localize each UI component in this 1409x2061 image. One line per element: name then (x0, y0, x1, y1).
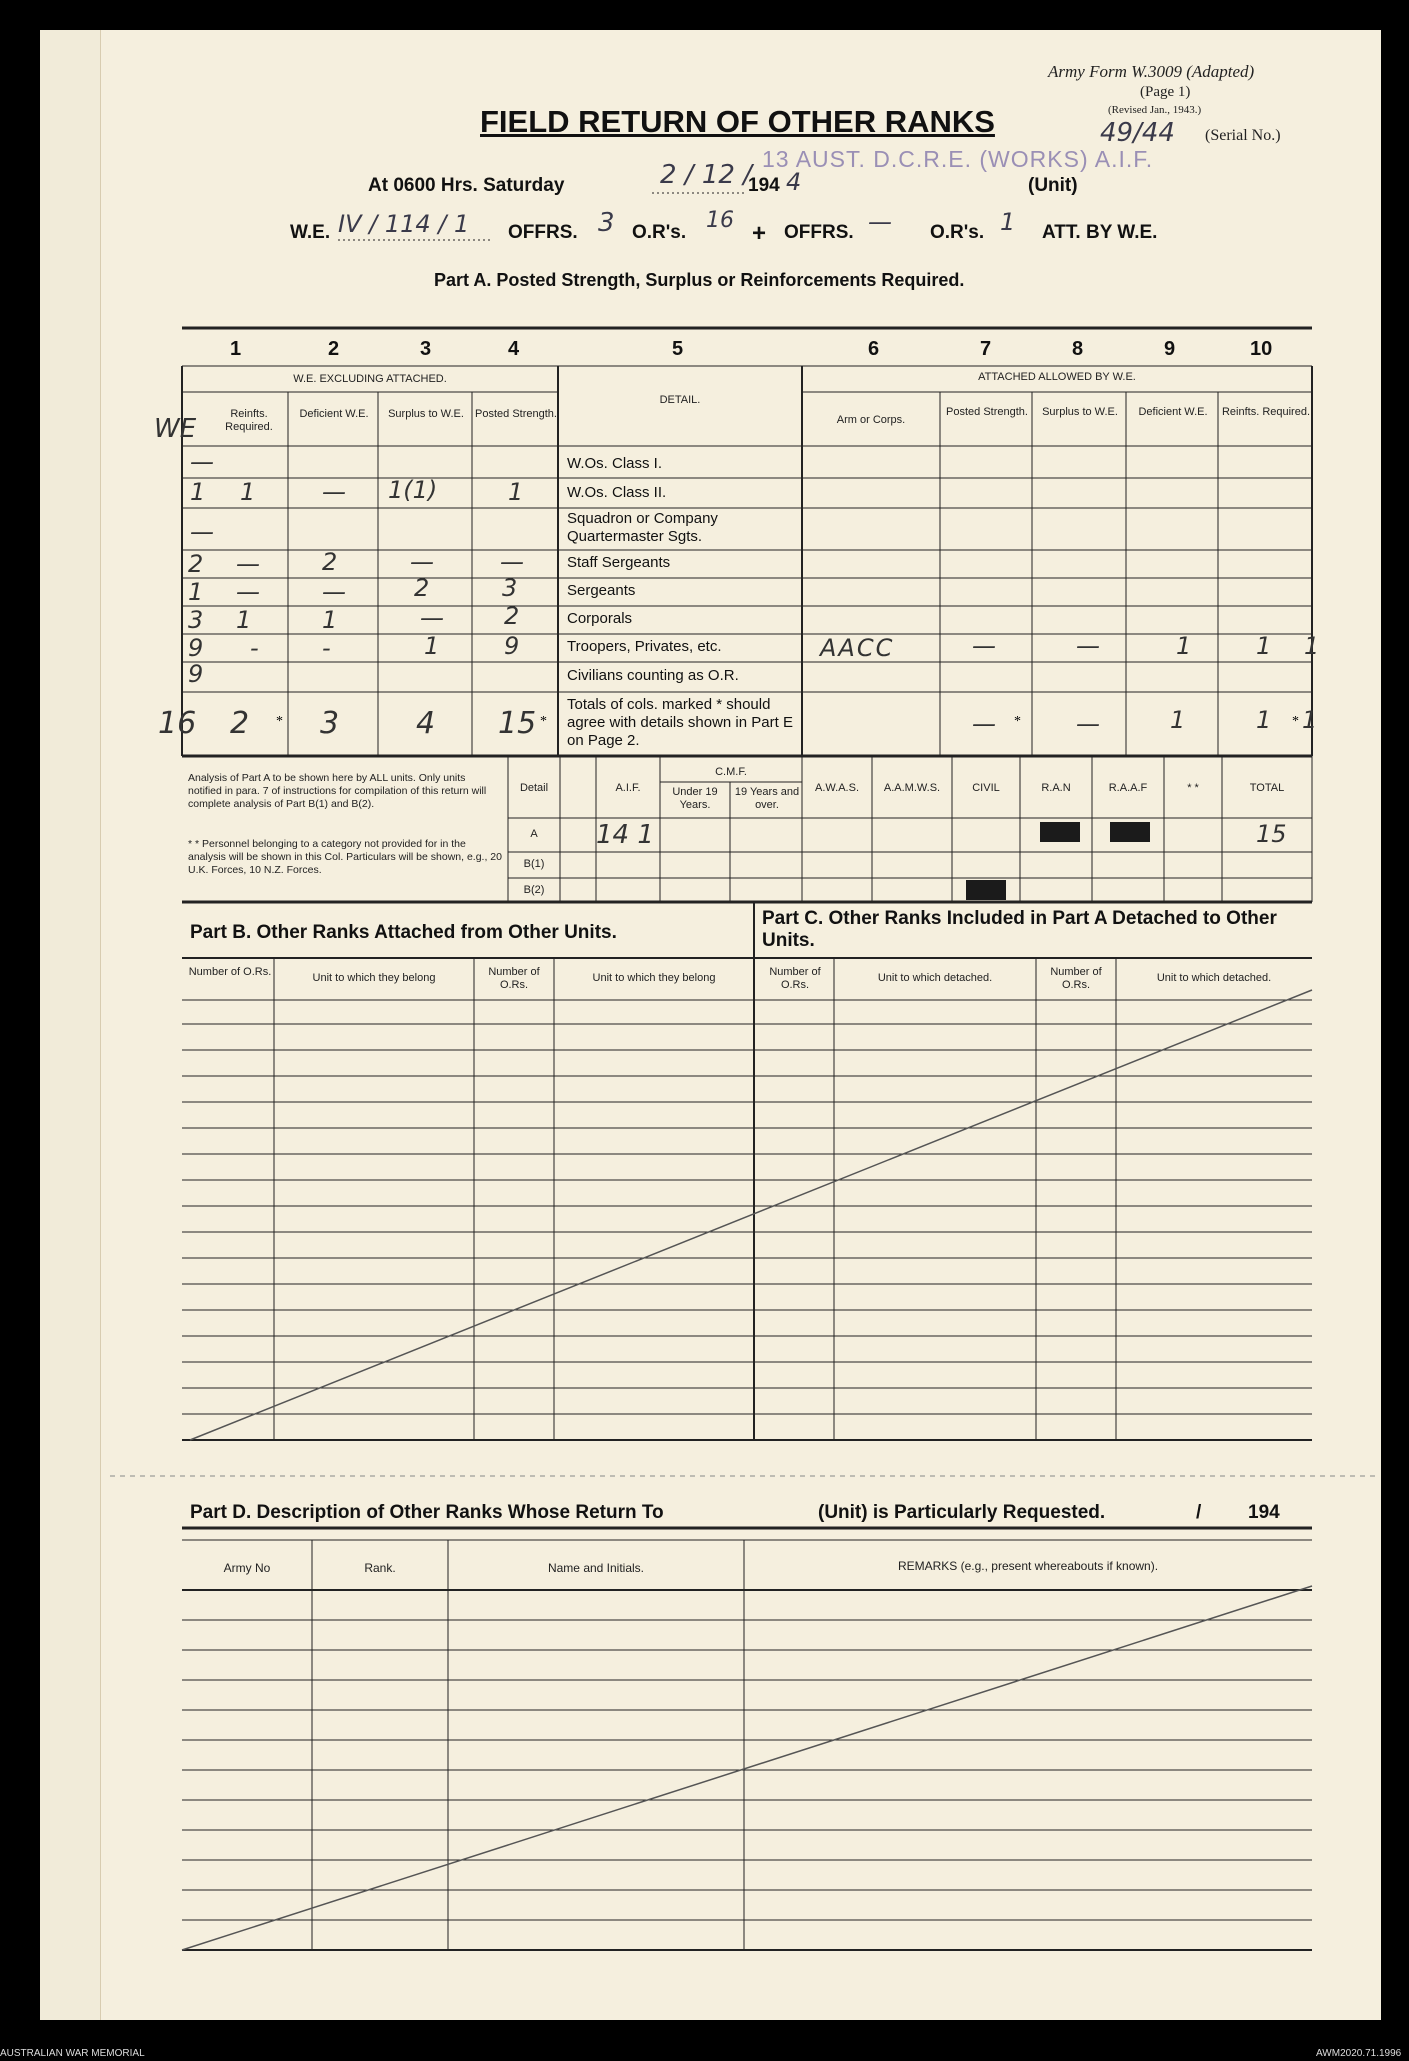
ors-handwritten: 16 (706, 208, 734, 233)
footer-left: AUSTRALIAN WAR MEMORIAL (0, 2048, 145, 2059)
total-c4-star: * (540, 714, 547, 729)
analysis-row-b2: B(2) (523, 884, 545, 896)
redaction-ran (1040, 822, 1080, 842)
year-prefix: 194 (748, 175, 780, 196)
offrs-label: OFFRS. (508, 222, 578, 243)
date-handwritten: 2 / 12 / (660, 160, 752, 190)
footer-right: AWM2020.71.1996 (1316, 2048, 1402, 2059)
total-c10: 1 (1256, 706, 1272, 734)
right-margin-mark: 1 (1304, 632, 1320, 660)
total-extra: 1 (1302, 706, 1318, 734)
column-number-6: 6 (868, 338, 880, 360)
form-title: FIELD RETURN OF OTHER RANKS (480, 104, 995, 139)
analysis-row-a: A (530, 828, 538, 840)
ors2-label: O.R's. (930, 222, 985, 243)
part-d-year: 194 (1248, 1502, 1280, 1523)
r2-c3: 1(1) (388, 476, 438, 504)
at-line-label: At 0600 Hrs. Saturday (368, 175, 565, 196)
analysis-a-total: 15 (1256, 820, 1287, 848)
ors2-handwritten: 1 (1000, 208, 1016, 236)
analysis-note-1: Analysis of Part A to be shown here by ALL units. Only units notified in para. 7 of instructions for compilation of this return will complete analysis of Part B(1) and B(2). (188, 772, 487, 810)
r7-c6: AACC (820, 634, 895, 662)
r7-c2: - (322, 634, 331, 662)
r4-c4: — (500, 548, 524, 576)
part-b-num-header: Number of O.Rs. (188, 966, 272, 978)
analysis-ran-header: R.A.N (1041, 782, 1071, 794)
row-label-corporals: Corporals (567, 610, 633, 627)
ors-label: O.R's. (632, 222, 687, 243)
margin-row-2: 1 (190, 478, 206, 506)
total-c4: 15 (498, 706, 537, 741)
r7-c1: - (250, 634, 259, 662)
total-c1-star: * (276, 714, 283, 729)
total-c3: 4 (416, 706, 436, 741)
subheader-att-surplus: Surplus to W.E. (1042, 406, 1118, 418)
r7-c9: 1 (1176, 632, 1192, 660)
r5-c1: — (236, 578, 260, 606)
part-d-army-no-header: Army No (223, 1561, 271, 1575)
part-b-title: Part B. Other Ranks Attached from Other Units. (190, 922, 617, 943)
attached-allowed-header: ATTACHED ALLOWED BY W.E. (978, 371, 1136, 383)
analysis-under19-header: Under 19 Years. (672, 786, 718, 811)
analysis-cmf-header: C.M.F. (715, 766, 747, 778)
total-c7: — (972, 710, 996, 738)
column-number-9: 9 (1164, 338, 1176, 360)
army-form-number: Army Form W.3009 (Adapted) (1048, 62, 1255, 81)
row-label-civilians: Civilians counting as O.R. (567, 667, 739, 684)
revised-date: (Revised Jan., 1943.) (1108, 104, 1202, 116)
margin-row-1: — (190, 448, 214, 476)
column-number-5: 5 (672, 338, 684, 360)
total-c1: 2 (230, 706, 250, 741)
r6-c1: 1 (236, 606, 252, 634)
total-c7-star: * (1014, 714, 1021, 729)
total-c8: — (1076, 710, 1100, 738)
total-c10-star: * (1292, 714, 1299, 729)
r5-c2: — (322, 578, 346, 606)
unit-label: (Unit) (1028, 175, 1078, 196)
row-label-totals: Totals of cols. marked * should agree with details shown in Part E on Page 2. (567, 696, 793, 749)
analysis-a-aif: 14 1 (596, 820, 654, 850)
part-c-title: Part C. Other Ranks Included in Part A Detached to Other Units. (762, 908, 1277, 951)
page-number: (Page 1) (1140, 84, 1191, 100)
r7-c10: 1 (1256, 632, 1272, 660)
detail-header: DETAIL. (659, 394, 701, 406)
analysis-aif-header: A.I.F. (615, 782, 641, 794)
subheader-deficient: Deficient W.E. (299, 408, 369, 420)
we-excluding-header: W.E. EXCLUDING ATTACHED. (293, 373, 447, 385)
margin-row-7: 9 (188, 634, 204, 662)
margin-total: 16 (158, 706, 197, 741)
margin-row-3: — (190, 518, 214, 546)
column-number-2: 2 (328, 338, 340, 360)
subheader-att-posted: Posted Strength. (946, 406, 1028, 418)
column-number-7: 7 (980, 338, 992, 360)
row-label-sergeants: Sergeants (567, 582, 636, 599)
r2-c1: 1 (240, 478, 256, 506)
part-c-unit2-header: Unit to which detached. (1156, 972, 1272, 984)
r4-c3: — (410, 548, 434, 576)
r7-c3: 1 (424, 632, 440, 660)
unit-stamp: 13 AUST. D.C.R.E. (WORKS) A.I.F. (762, 146, 1154, 172)
row-label-wos-class-1: W.Os. Class I. (567, 455, 663, 472)
analysis-over19-header: 19 Years and over. (734, 786, 800, 811)
margin-row-6: 3 (188, 606, 204, 634)
part-d-remarks-header: REMARKS (e.g., present whereabouts if known). (897, 1559, 1159, 1573)
analysis-civil-header: CIVIL (972, 782, 1000, 794)
analysis-raaf-header: R.A.A.F (1108, 782, 1148, 794)
part-d-rank-header: Rank. (364, 1561, 396, 1575)
serial-number-handwritten: 49/44 (1100, 118, 1175, 148)
part-d-slash: / (1196, 1502, 1202, 1523)
analysis-total-header: TOTAL (1249, 782, 1285, 794)
r6-c2: 1 (322, 606, 338, 634)
r2-c4: 1 (508, 478, 524, 506)
part-b-unit-header: Unit to which they belong (312, 972, 436, 984)
r6-c4: 2 (504, 602, 520, 630)
we-margin-note: WE (154, 414, 197, 444)
we-label: W.E. (290, 222, 331, 243)
margin-row-4: 2 (188, 550, 204, 578)
part-c-num2-header: Number of O.Rs. (1050, 966, 1102, 991)
analysis-other-header: * * (1187, 782, 1199, 794)
subheader-surplus: Surplus to W.E. (388, 408, 464, 420)
year-handwritten: 4 (786, 168, 802, 196)
offrs-handwritten: 3 (598, 208, 615, 238)
part-c-unit-header: Unit to which detached. (877, 972, 993, 984)
part-b-unit2-header: Unit to which they belong (592, 972, 716, 984)
part-d-title-mid: (Unit) is Particularly Requested. (818, 1502, 1106, 1523)
margin-row-8: 9 (188, 660, 204, 688)
analysis-aamws-header: A.A.M.W.S. (883, 782, 941, 794)
subheader-att-deficient: Deficient W.E. (1138, 406, 1208, 418)
r4-c1: — (236, 550, 260, 578)
part-b-num2-header: Number of O.Rs. (488, 966, 540, 991)
column-number-3: 3 (420, 338, 432, 360)
part-d-name-header: Name and Initials. (547, 1561, 645, 1575)
row-label-wos-class-2: W.Os. Class II. (567, 484, 667, 501)
total-c9: 1 (1170, 706, 1186, 734)
offrs2-handwritten: — (868, 208, 892, 236)
r7-c4: 9 (504, 632, 520, 660)
r7-c7: — (972, 632, 996, 660)
column-number-8: 8 (1072, 338, 1084, 360)
redaction-civil (966, 880, 1006, 900)
column-number-10: 10 (1250, 338, 1273, 360)
analysis-note-2: * * Personnel belonging to a category not provided for in the analysis will be shown in this Col. Particulars will be shown, e.g., 20 U.K. Forces, 10 N.Z. Forces. (188, 838, 502, 876)
att-label: ATT. BY W.E. (1042, 222, 1158, 243)
total-c2: 3 (320, 706, 340, 741)
r2-c2: — (322, 478, 346, 506)
r7-c8: — (1076, 632, 1100, 660)
we-handwritten: IV / 114 / 1 (338, 210, 470, 238)
subheader-arm-or-corps: Arm or Corps. (836, 414, 906, 426)
r5-c3: 2 (414, 574, 430, 602)
analysis-detail-header: Detail (519, 782, 549, 794)
plus-sign: + (752, 220, 767, 247)
part-d-title: Part D. Description of Other Ranks Whose Return To (190, 1502, 664, 1523)
serial-label: (Serial No.) (1205, 127, 1281, 144)
margin-row-5: 1 (188, 578, 204, 606)
r4-c2: 2 (322, 548, 338, 576)
row-label-cqms: Squadron or Company Quartermaster Sgts. (567, 510, 718, 545)
redaction-raaf (1110, 822, 1150, 842)
column-number-1: 1 (230, 338, 242, 360)
row-label-staff-sergeants: Staff Sergeants (567, 554, 671, 571)
part-c-num-header: Number of O.Rs. (769, 966, 821, 991)
analysis-row-b1: B(1) (523, 858, 545, 870)
analysis-awas-header: A.W.A.S. (814, 782, 859, 794)
subheader-att-reinfts: Reinfts. Required. (1221, 406, 1311, 418)
column-number-4: 4 (508, 338, 520, 360)
part-a-title: Part A. Posted Strength, Surplus or Reinforcements Required. (434, 270, 965, 290)
subheader-reinfts-required: Reinfts. Required. (225, 408, 273, 433)
subheader-posted-strength: Posted Strength. (475, 408, 557, 420)
row-label-privates: Troopers, Privates, etc. (567, 638, 722, 655)
r6-c3: — (420, 604, 444, 632)
r5-c4: 3 (502, 574, 518, 602)
offrs2-label: OFFRS. (784, 222, 854, 243)
